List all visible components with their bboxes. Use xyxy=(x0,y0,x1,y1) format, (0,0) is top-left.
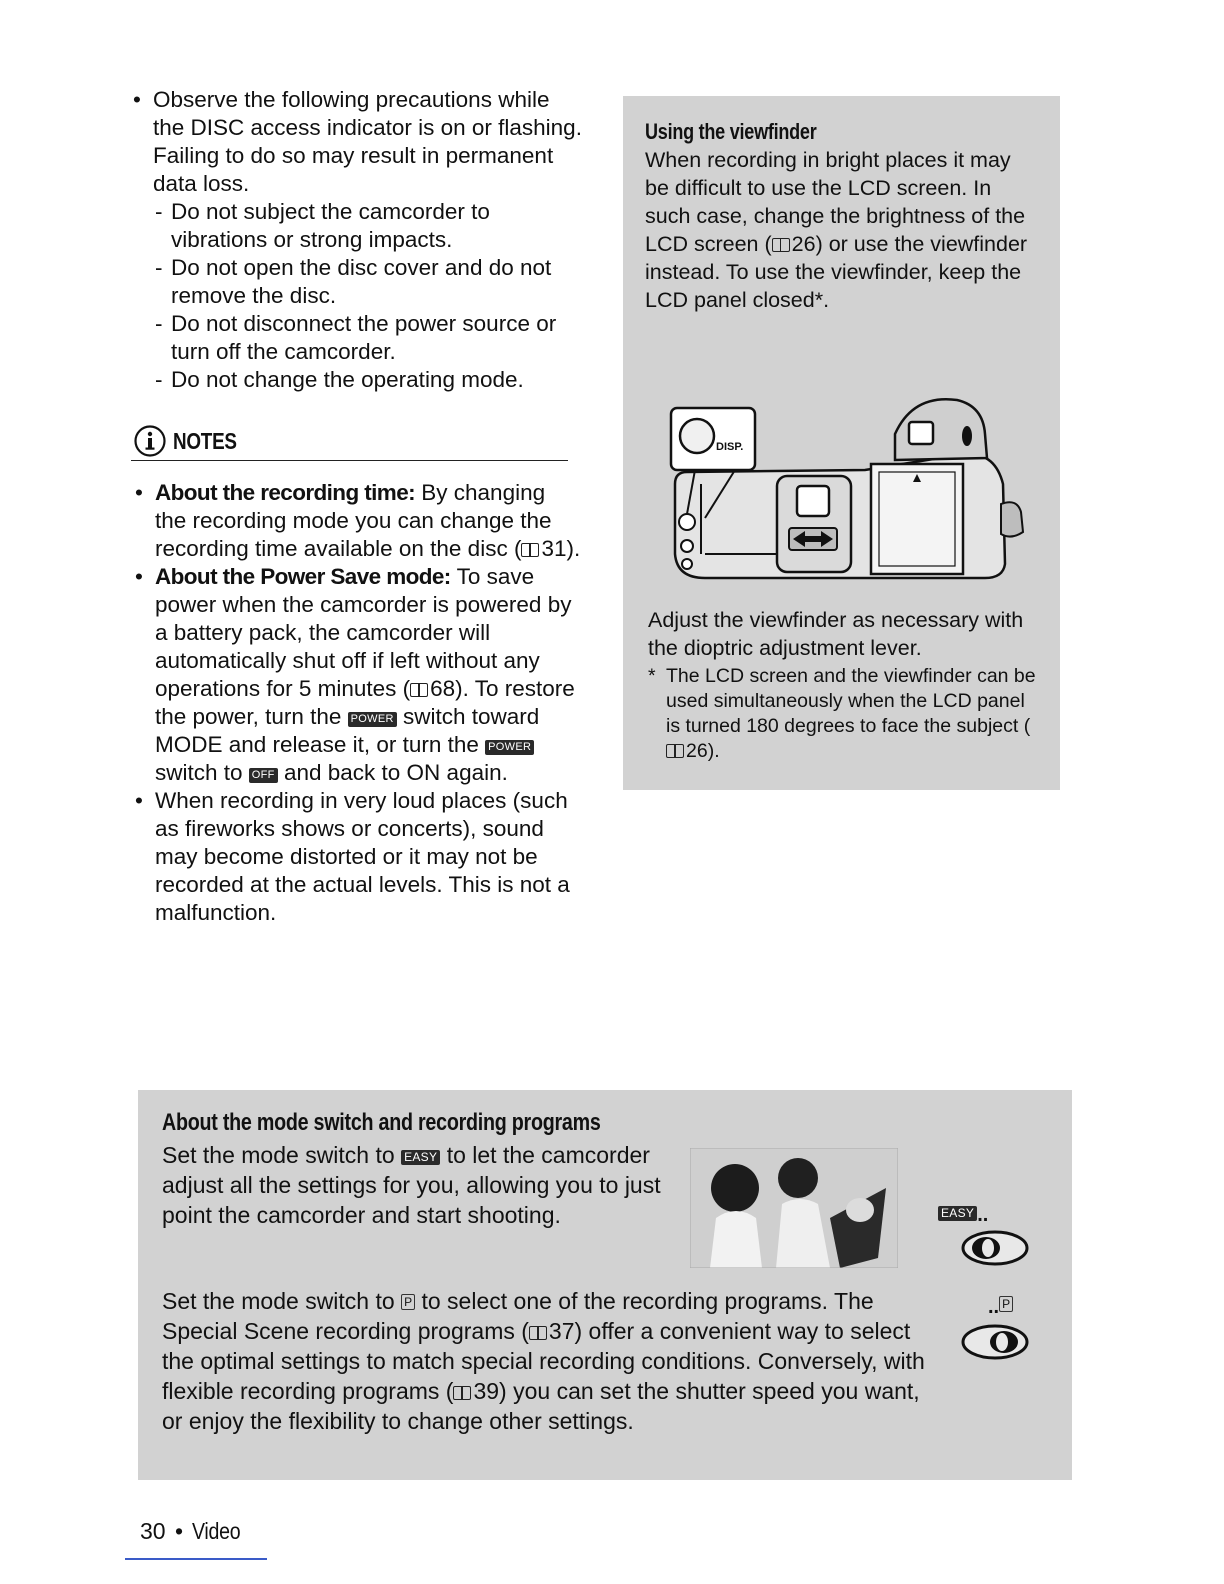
page-ref: 26 xyxy=(791,232,816,256)
note-item-power-save: • About the Power Save mode: To save power when the camcorder is powered by a battery pack, the camcorder will automatically shut off if left without any operations for 5 minutes ( 68). To restore the power, turn the POWER switch toward MODE and release it, or turn the POWER switch to OFF and back to ON again. xyxy=(133,563,581,787)
page-footer: 30 • Video xyxy=(140,1518,241,1544)
precaution-subitem: - Do not open the disc cover and do not remove the disc. xyxy=(153,254,586,310)
book-icon xyxy=(666,744,684,758)
off-position-badge: OFF xyxy=(249,768,278,783)
book-icon xyxy=(772,238,790,252)
program-mode-text: Set the mode switch to P to select one of the recording programs. The Special Scene recording programs ( 37) offer a convenient way to select the optimal settings to match special recording conditions. Conversely, with flexible recording programs ( 39) you can set the shutter speed you want, or enjoy the flexibility to change other settings. xyxy=(162,1288,925,1434)
mode-switch-box xyxy=(138,1090,1072,1480)
power-switch-badge: POWER xyxy=(485,740,534,755)
note-item-recording-time: • About the recording time: By changing the recording mode you can change the recording time available on the disc ( 31). xyxy=(133,479,581,563)
book-icon xyxy=(453,1386,471,1400)
note-item-loud-places: • When recording in very loud places (such as fireworks shows or concerts), sound may become distorted or it may not be recorded at the actual levels. This is not a malfunction. xyxy=(133,787,581,927)
precaution-subitem: - Do not subject the camcorder to vibrations or strong impacts. xyxy=(153,198,586,254)
precautions-item xyxy=(131,86,586,394)
page-ref: 26 xyxy=(686,740,708,762)
viewfinder-body: When recording in bright places it may be difficult to use the LCD screen. In such case, change the brightness of the LCD screen ( 26) or use the viewfinder instead. To use the viewfinder, keep the LCD panel closed*. xyxy=(645,148,1028,312)
mode-dial-program-icon xyxy=(960,1322,1030,1362)
book-icon xyxy=(521,543,539,557)
precaution-subitem: - Do not disconnect the power source or turn off the camcorder. xyxy=(153,310,586,366)
p-dial-label: .. P xyxy=(988,1296,1013,1319)
page-ref: 37 xyxy=(548,1318,575,1344)
page-ref: 39 xyxy=(473,1378,500,1404)
program-mode-icon: P xyxy=(401,1294,415,1310)
precautions-section xyxy=(131,86,586,394)
notes-heading: NOTES xyxy=(173,428,237,454)
viewfinder-title: Using the viewfinder xyxy=(645,119,817,144)
viewfinder-footnote: * The LCD screen and the viewfinder can be used simultaneously when the LCD panel is turned 180 degrees to face the subject (26). xyxy=(648,665,1036,762)
easy-dial-label: EASY .. xyxy=(938,1204,988,1227)
notes-list xyxy=(133,479,581,927)
book-icon xyxy=(529,1326,547,1340)
precautions-intro: Observe the following precautions while the DISC access indicator is on or flashing. Failing to do so may result in permanent data loss. xyxy=(153,87,582,196)
disp-label: DISP. xyxy=(716,441,744,453)
precaution-subitem: - Do not change the operating mode. xyxy=(153,366,586,394)
easy-mode-badge: EASY xyxy=(401,1150,440,1165)
mode-dial-easy-icon xyxy=(960,1228,1030,1268)
family-photo xyxy=(690,1148,898,1268)
info-icon xyxy=(133,424,167,458)
notes-header xyxy=(131,422,568,461)
note-text: By changing the recording mode you can change the recording time available on the disc ( xyxy=(155,480,552,561)
section-name: Video xyxy=(192,1518,241,1544)
book-icon xyxy=(410,683,428,697)
page-ref: 68 xyxy=(430,676,456,701)
mode-switch-title: About the mode switch and recording programs xyxy=(162,1109,601,1136)
note-label: About the recording time: xyxy=(155,480,415,505)
easy-mode-text: Set the mode switch to EASY to let the camcorder adjust all the settings for you, allowing you to just point the camcorder and start shooting. xyxy=(162,1142,661,1228)
page-number: 30 xyxy=(140,1518,166,1544)
viewfinder-box xyxy=(623,96,1060,790)
page-ref: 31 xyxy=(541,536,567,561)
footer-rule xyxy=(125,1558,267,1560)
note-label: About the Power Save mode: xyxy=(155,564,451,589)
power-switch-badge: POWER xyxy=(348,712,397,727)
viewfinder-adjust-text: Adjust the viewfinder as necessary with the dioptric adjustment lever. xyxy=(648,608,1024,660)
camcorder-viewfinder-illustration xyxy=(665,394,1027,584)
